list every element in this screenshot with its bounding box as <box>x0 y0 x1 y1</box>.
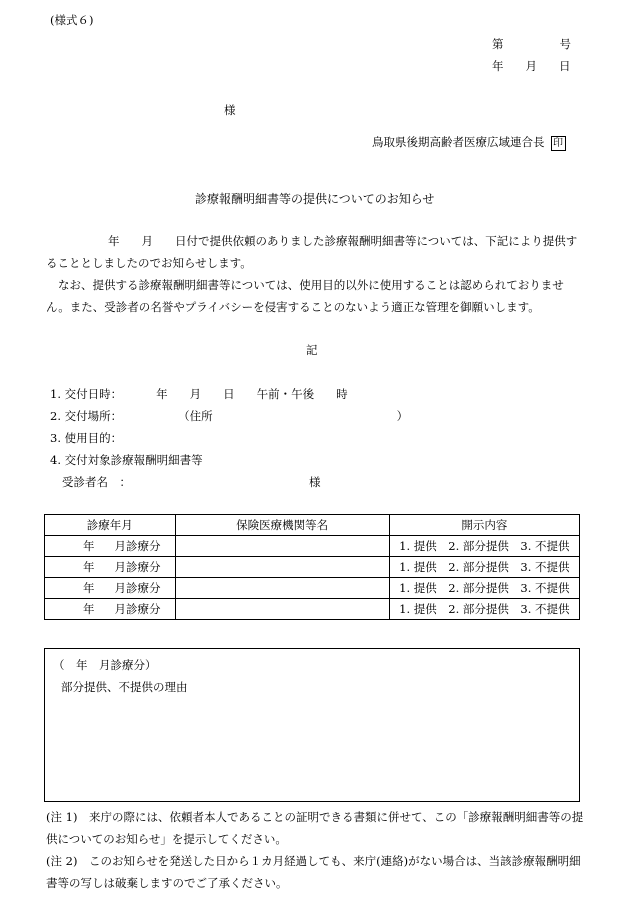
reason-box[interactable] <box>44 648 580 802</box>
item-2-address-close: ） <box>396 409 409 423</box>
table-row <box>45 557 580 578</box>
item-1-month: 月 <box>189 387 202 401</box>
doc-no-prefix: 第 <box>492 37 504 51</box>
date-year: 年 <box>492 59 504 73</box>
body-paragraph-2: なお、提供する診療報酬明細書等については、使用目的以外に使用することは認められておりません。また、受診者の名誉やプライバシーを侵害することのないよう適正な管理を御願いします。 <box>46 278 564 314</box>
reason-label: 部分提供、不提供の理由 <box>61 680 188 694</box>
item-4-target: 4. 交付対象診療報酬明細書等 <box>50 453 203 467</box>
form-number: (様式６) <box>50 13 94 27</box>
item-1-ampm: 午前・午後 <box>256 387 315 401</box>
reason-heading: （ 年 月診療分） <box>53 658 157 672</box>
row-institution[interactable] <box>175 557 389 578</box>
table-header-row <box>45 515 580 536</box>
issue-date <box>492 58 571 74</box>
table-row <box>45 536 580 557</box>
note-1: (注 1) 来庁の際には、依頼者本人であることの証明できる書類に併せて、この「診療報酬明細書等の提供についてのお知らせ」を提示してください。 <box>46 810 584 846</box>
row-disclosure-options[interactable]: 1. 提供 2. 部分提供 3. 不提供 <box>389 578 579 599</box>
date-month: 月 <box>525 59 537 73</box>
body-paragraph-1 <box>46 230 578 274</box>
patient-name-line <box>62 474 321 490</box>
row-disclosure-options[interactable]: 1. 提供 2. 部分提供 3. 不提供 <box>389 557 579 578</box>
patient-suffix: 様 <box>309 475 321 489</box>
row-disclosure-options[interactable]: 1. 提供 2. 部分提供 3. 不提供 <box>389 599 579 620</box>
note-2: (注 2) このお知らせを発送した日から１カ月経過しても、来庁(連絡)がない場合は、当該診療報酬明細書等の写しは破棄しますのでご了承ください。 <box>46 854 581 890</box>
row-month: 年 月診療分 <box>45 578 176 599</box>
header-month: 診療年月 <box>45 515 176 536</box>
claims-table <box>44 514 580 620</box>
sender <box>372 134 566 151</box>
header-disclosure: 開示内容 <box>389 515 579 536</box>
item-2-address-open: （住所 <box>178 409 213 423</box>
row-institution[interactable] <box>175 536 389 557</box>
item-1-hour: 時 <box>336 387 348 401</box>
row-month: 年 月診療分 <box>45 536 176 557</box>
addressee-suffix: 様 <box>224 103 236 117</box>
item-1-year: 年 <box>156 387 168 401</box>
row-month: 年 月診療分 <box>45 599 176 620</box>
table-row <box>45 578 580 599</box>
item-2-place <box>50 408 408 424</box>
sender-name: 鳥取県後期高齢者医療広域連合長 <box>372 135 545 149</box>
document-number <box>492 36 571 52</box>
doc-no-suffix: 号 <box>559 37 571 51</box>
item-1-label: 1. 交付日時： <box>50 387 123 401</box>
item-1-day: 日 <box>223 387 235 401</box>
table-row <box>45 599 580 620</box>
row-disclosure-options[interactable]: 1. 提供 2. 部分提供 3. 不提供 <box>389 536 579 557</box>
body-year: 年 <box>108 234 120 248</box>
row-institution[interactable] <box>175 578 389 599</box>
item-3-purpose: 3. 使用目的： <box>50 431 123 445</box>
row-institution[interactable] <box>175 599 389 620</box>
patient-label: 受診者名 ： <box>62 475 131 489</box>
ki-heading: 記 <box>306 343 318 357</box>
body-line1-rest: 日付で提供依頼のありました診療報酬明細書等については、下記により提供することとしましたのでお知らせします。 <box>46 234 578 270</box>
item-2-label: 2. 交付場所： <box>50 409 123 423</box>
page-title: 診療報酬明細書等の提供についてのお知らせ <box>195 192 435 206</box>
header-institution: 保険医療機関等名 <box>175 515 389 536</box>
date-day: 日 <box>559 59 571 73</box>
body-month: 月 <box>141 234 153 248</box>
item-1-datetime <box>50 386 348 402</box>
row-month: 年 月診療分 <box>45 557 176 578</box>
seal-stamp: 印 <box>551 136 566 151</box>
